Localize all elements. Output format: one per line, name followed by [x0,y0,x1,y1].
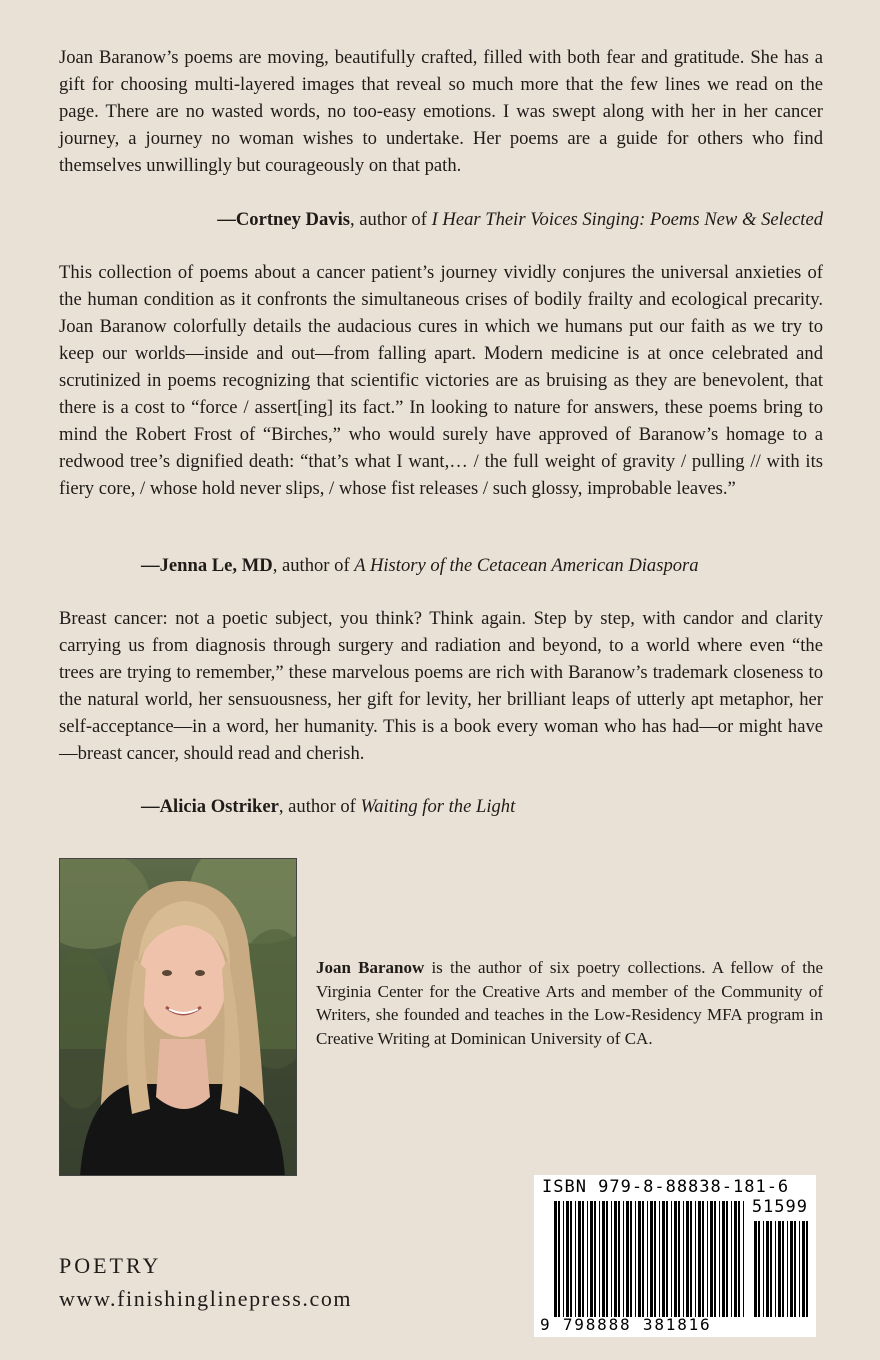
blurb-jenna-le [59,259,823,502]
barcode-bar [566,1201,569,1317]
author-bio-name: Joan Baranow [316,958,425,977]
author-photo [59,858,297,1176]
blurb-text: Joan Baranow’s poems are moving, beautifully crafted, filled with both fear and gratitude. She has a gift for choosing multi-layered images that reveal so much more that the few lines we read on the page. There are no wasted words, no too-easy emotions. I was swept along with her in her cancer journey, a journey no woman wishes to undertake. Her poems are a guide for others who find themselves unwillingly but courageously on that path. [59,47,823,176]
attribution-connector: , author of [272,555,355,576]
barcode-bar [686,1201,689,1317]
barcode-bar [707,1201,708,1317]
barcode-bar [650,1201,653,1317]
barcode-bar [766,1221,769,1317]
blurb-alicia-ostriker [59,605,823,767]
barcode-bar [623,1201,624,1317]
barcode-bar [590,1201,593,1317]
barcode-bar [599,1201,600,1317]
barcode-bar [554,1201,557,1317]
barcode-bar [763,1221,764,1317]
barcode-bar [726,1201,728,1317]
barcode-bar [662,1201,665,1317]
barcode-bar [722,1201,725,1317]
barcode-bar [678,1201,680,1317]
barcode-bar [738,1201,740,1317]
barcode-bar [731,1201,732,1317]
barcode-bar [647,1201,648,1317]
barcode-bar [794,1221,796,1317]
blurb-text: This collection of poems about a cancer patient’s journey vividly conjures the universal anxieties of the human condition as it confronts the simultaneous crises of bodily frailty and ecological precarity. Joan Baranow colorfully details the audacious cures in which we humans put our faith as we try to keep our worlds—inside and out—from falling apart. Modern medicine is at once celebrated and scrutinized in poems recognizing that scientific victories are as bruising as they are benevolent, that there is a cost to “force / assert[ing] its fact.” In looking to nature for answers, these poems bring to mind the Robert Frost of “Birches,” who would surely have approved of Baranow’s homage to a redwood tree’s dignified death: “that’s what I want,… / the full weight of gravity / pulling // with its fiery core, / whose hold never slips, / whose fist releases / such glossy, improbable leaves.” [59,262,823,499]
barcode-bar [638,1201,641,1317]
barcode-bar [563,1201,564,1317]
barcode-bar [683,1201,684,1317]
author-portrait-illustration [60,859,297,1176]
barcode-bar [802,1221,805,1317]
barcode-bar [606,1201,608,1317]
barcode-bar [674,1201,677,1317]
barcode-bar [806,1221,808,1317]
author-bio-text: is the author of six poetry collections. A fellow of the Virginia Center for the Creative Arts and member of the Community of Writers, she founded and teaches in the Low-Residency MFA program in Creative Writing at Dominican University of CA. [316,958,823,1048]
barcode-bar [618,1201,620,1317]
barcode-bar [734,1201,737,1317]
attribution-author: —Alicia Ostriker [141,796,279,817]
barcode-bar [671,1201,672,1317]
barcode-bar [778,1221,781,1317]
barcode-bar [719,1201,720,1317]
barcode-bar [710,1201,713,1317]
barcode-bar [578,1201,581,1317]
publisher-website: www.finishinglinepress.com [59,1286,353,1311]
attribution-cortney-davis [217,206,823,233]
attribution-work: Waiting for the Light [360,796,516,817]
blurb-cortney-davis [59,44,823,179]
barcode-bar [626,1201,629,1317]
barcode-bar [666,1201,668,1317]
barcode-bar [758,1221,760,1317]
barcode-bar [714,1201,716,1317]
barcode-bar [770,1221,772,1317]
barcode-bar [587,1201,588,1317]
price-code: 51599 [751,1197,808,1217]
author-bio [316,956,823,1050]
attribution-work: A History of the Cetacean American Diaspora [354,555,699,576]
barcode-bar [787,1221,788,1317]
barcode-bar [614,1201,617,1317]
isbn-label: ISBN 979-8-88838-181-6 [542,1177,790,1197]
genre-label: POETRY [59,1253,162,1278]
barcode-bar [659,1201,660,1317]
attribution-connector: , author of [278,796,361,817]
barcode-bar [602,1201,605,1317]
barcode-bar [594,1201,596,1317]
barcode-bar [570,1201,572,1317]
barcode-bar [698,1201,701,1317]
barcode-bar [635,1201,636,1317]
attribution-connector: , author of [349,209,432,230]
attribution-alicia-ostriker [141,793,515,820]
barcode-bar [642,1201,644,1317]
barcode-bar [775,1221,776,1317]
attribution-work: I Hear Their Voices Singing: Poems New & Selected [431,209,823,230]
barcode-bar [611,1201,612,1317]
barcode-bar [558,1201,560,1317]
barcode-bar [695,1201,696,1317]
barcode-bar [754,1221,757,1317]
barcode-bar [743,1201,744,1317]
blurb-text: Breast cancer: not a poetic subject, you think? Think again. Step by step, with candor and clarity carrying us from diagnosis through surgery and radiation and beyond, to a world where even “the trees are trying to remember,” these marvelous poems are rich with Baranow’s trademark closeness to the natural world, her sensuousness, her gift for levity, her brilliant leaps of utterly apt metaphor, her self-acceptance—in a word, her humanity. This is a book every woman who has had—or might have—breast cancer, should read and cherish. [59,608,823,764]
barcode-bar [690,1201,692,1317]
barcode-digits: 9 798888 381816 [540,1315,712,1334]
barcode-bar [630,1201,632,1317]
attribution-author: —Jenna Le, MD [141,555,273,576]
attribution-jenna-le [141,552,699,579]
attribution-author: —Cortney Davis [217,209,350,230]
barcode-bar [782,1221,784,1317]
barcode-bar [654,1201,656,1317]
isbn-barcode [534,1175,816,1337]
barcode-bar [575,1201,576,1317]
barcode-bar [790,1221,793,1317]
barcode-bar [799,1221,800,1317]
barcode-bar [582,1201,584,1317]
barcode-bar [702,1201,704,1317]
